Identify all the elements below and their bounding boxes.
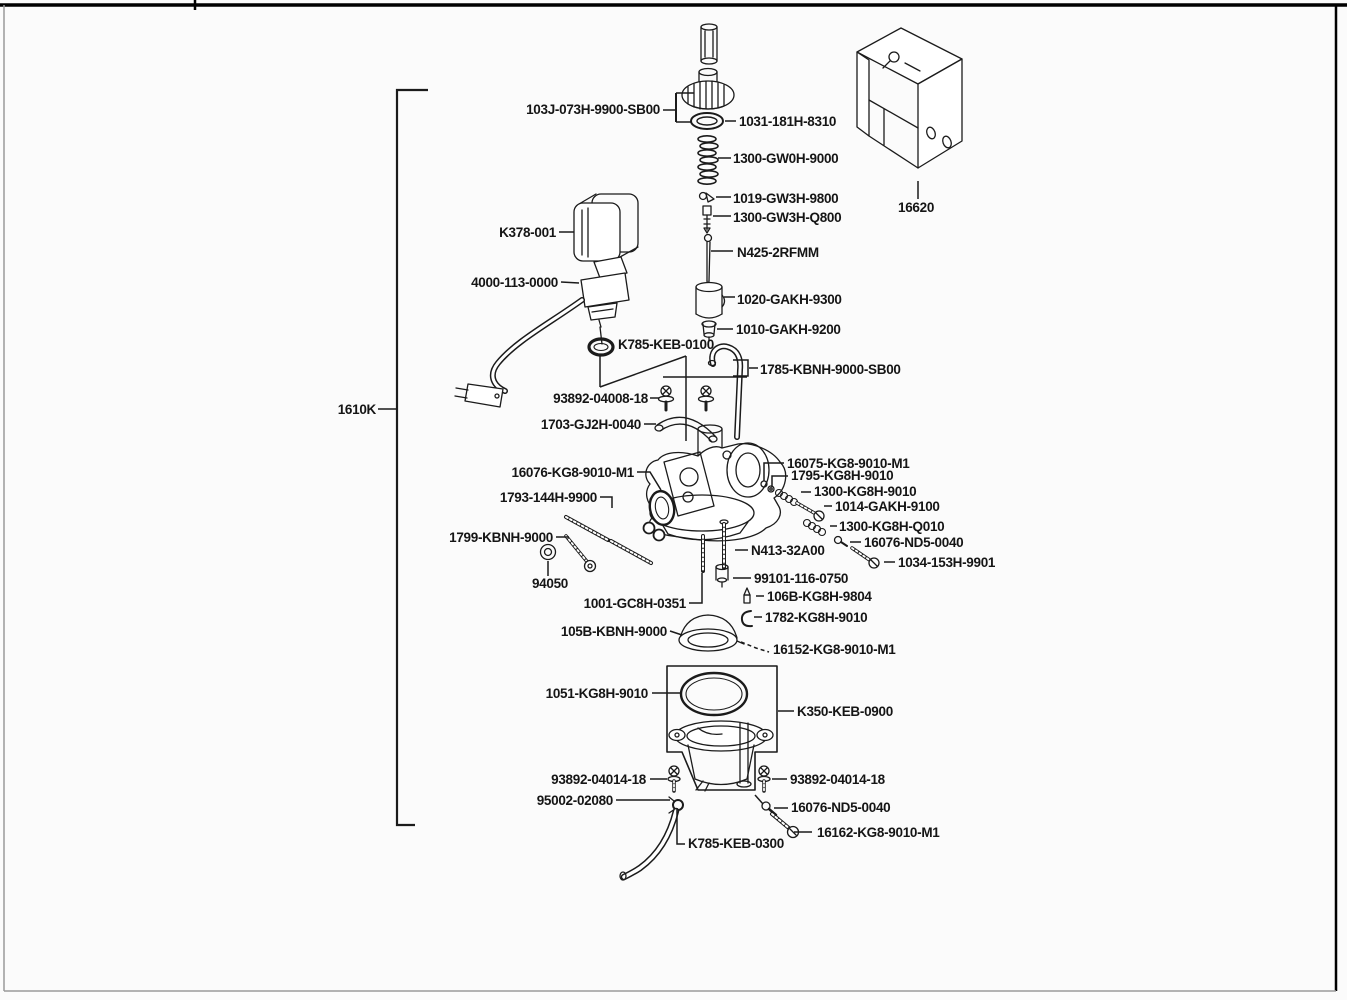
slide-spring-drawing <box>698 136 718 184</box>
part-label: 93892-04014-18 <box>551 772 646 787</box>
part-label: 16162-KG8-9010-M1 <box>817 825 940 840</box>
part-label: 1785-KBNH-9000-SB00 <box>760 362 901 377</box>
needle-set-clip-drawing <box>700 193 715 203</box>
bystarter-oring-drawing <box>589 339 613 355</box>
part-label: 16076-KG8-9010-M1 <box>511 465 634 480</box>
leader-line <box>755 795 763 804</box>
cdi-unit-drawing <box>574 194 638 261</box>
top-cap-oring-drawing <box>691 113 723 129</box>
leader-line <box>741 642 769 652</box>
part-label: 1795-KG8H-9010 <box>791 468 894 483</box>
part-label: 1300-GW3H-Q800 <box>733 210 842 225</box>
part-label: 1300-GW0H-9000 <box>733 151 839 166</box>
part-label: K785-KEB-0300 <box>688 836 784 851</box>
leader-line <box>600 356 686 387</box>
part-label: 105B-KBNH-9000 <box>560 624 667 639</box>
flange-nut-drawing <box>541 545 556 560</box>
part-label: 1010-GAKH-9200 <box>736 322 841 337</box>
part-label: 1031-181H-8310 <box>739 114 837 129</box>
part-label: 16620 <box>898 200 935 215</box>
choke-bolt-drawing <box>566 536 596 572</box>
part-label: 16076-ND5-0040 <box>791 800 891 815</box>
leader-line <box>689 573 702 603</box>
leader-line <box>397 90 428 825</box>
bowl-gasket-drawing <box>681 673 747 715</box>
part-label: K785-KEB-0100 <box>618 337 714 352</box>
part-label: K350-KEB-0900 <box>797 704 893 719</box>
part-label: 95002-02080 <box>536 793 613 808</box>
valve-clip-drawing <box>742 611 752 626</box>
part-label: 93892-04008-18 <box>553 391 648 406</box>
part-label: 1300-KG8H-Q010 <box>839 519 945 534</box>
part-label: 1782-KG8H-9010 <box>765 610 868 625</box>
float-drawing <box>679 615 744 651</box>
jet-needle-drawing <box>705 235 712 288</box>
mount-bracket-drawing <box>857 28 962 168</box>
leader-line <box>670 631 682 635</box>
part-label: 1703-GJ2H-0040 <box>540 417 641 432</box>
part-label: 16076-ND5-0040 <box>864 535 964 550</box>
part-label: 1300-KG8H-9010 <box>814 484 917 499</box>
carb-top-cap-drawing <box>682 69 734 110</box>
leader-line <box>561 282 579 283</box>
part-label: 99101-116-0750 <box>754 571 849 586</box>
part-label: 4000-113-0000 <box>471 275 558 290</box>
part-label: 1034-153H-9901 <box>898 555 996 570</box>
jet-needle-set-drawing <box>703 206 711 233</box>
part-label: 1051-KG8H-9010 <box>545 686 648 701</box>
part-label: 1001-GC8H-0351 <box>583 596 686 611</box>
part-label: 94050 <box>531 576 568 591</box>
bowl-drain-bolt-drawing <box>772 814 799 838</box>
part-label: 1014-GAKH-9100 <box>835 499 940 514</box>
part-label: 16152-KG8-9010-M1 <box>773 642 896 657</box>
part-label: 1019-GW3H-9800 <box>733 191 839 206</box>
part-label: 16075-KG8-9010-M1 <box>787 456 910 471</box>
drain-tube-drawing <box>620 811 676 880</box>
cable-adjuster-drawing <box>701 24 717 64</box>
leader-line <box>600 497 612 508</box>
part-label: K378-001 <box>499 225 556 240</box>
part-label: 1793-144H-9900 <box>499 490 597 505</box>
part-label: 1020-GAKH-9300 <box>737 292 842 307</box>
part-label: 1799-KBNH-9000 <box>449 530 553 545</box>
part-label: 1610K <box>337 402 376 417</box>
part-label: N413-32A00 <box>751 543 825 558</box>
part-label: N425-2RFMM <box>737 245 819 260</box>
float-bowl-drawing <box>669 721 773 791</box>
part-label: 103J-073H-9900-SB00 <box>526 102 660 117</box>
throttle-slide-drawing <box>696 283 725 319</box>
float-valve-drawing <box>744 588 750 603</box>
part-label: 93892-04014-18 <box>790 772 885 787</box>
part-label: 106B-KG8H-9804 <box>767 589 872 604</box>
